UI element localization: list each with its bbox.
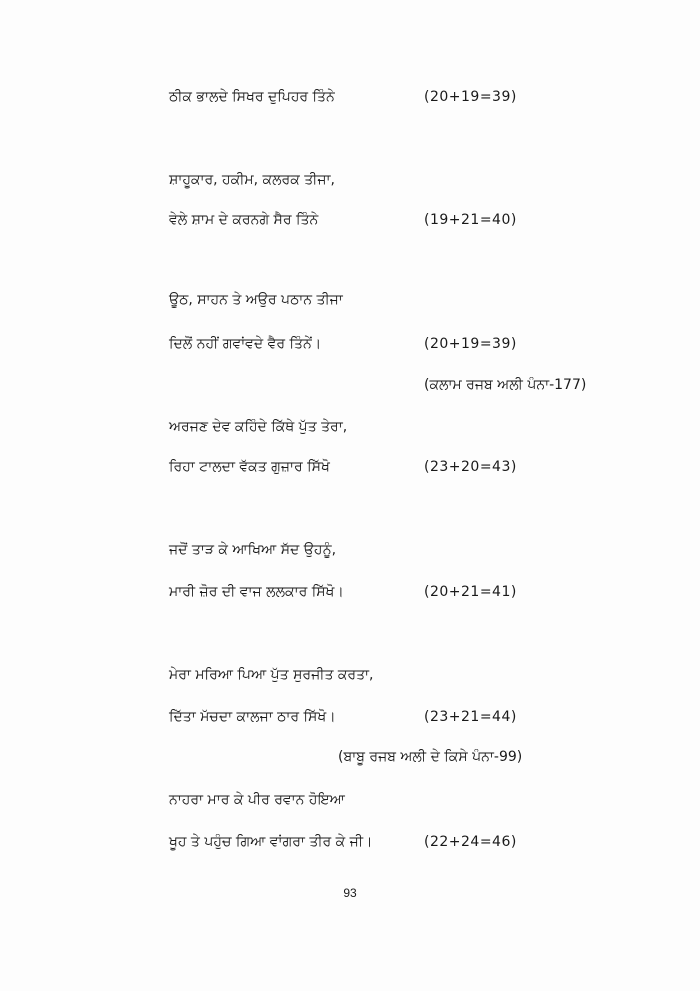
verse-line: ਨਾਹਰਾ ਮਾਰ ਕੇ ਪੀਰ ਰਵਾਨ ਹੋਇਆ <box>169 792 345 808</box>
syllable-count: (19+21=40) <box>424 212 517 228</box>
verse-line: ਊਠ, ਸਾਹਨ ਤੇ ਅਉਰ ਪਠਾਨ ਤੀਜਾ <box>169 292 343 308</box>
verse-line: ਦਿਲੋਂ ਨਹੀਂ ਗਵਾਂਵਦੇ ਵੈਰ ਤਿੰਨੇਂ। <box>169 336 322 352</box>
verse-line: ਖੂਹ ਤੇ ਪਹੁੰਚ ਗਿਆ ਵਾਂਗਰਾ ਤੀਰ ਕੇ ਜੀ। <box>169 834 373 850</box>
source-reference: (ਕਲਾਮ ਰਜਬ ਅਲੀ ਪੰਨਾ-177) <box>424 377 587 393</box>
verse-line: ਸ਼ਾਹੂਕਾਰ, ਹਕੀਮ, ਕਲਰਕ ਤੀਜਾ, <box>169 172 335 188</box>
syllable-count: (22+24=46) <box>424 834 517 850</box>
verse-line: ਅਰਜਣ ਦੇਵ ਕਹਿੰਦੇ ਕਿੱਥੇ ਪੁੱਤ ਤੇਰਾ, <box>169 419 348 435</box>
verse-line: ਦਿੱਤਾ ਮੱਚਦਾ ਕਾਲਜਾ ਠਾਰ ਸਿੱਖੋ। <box>169 709 336 725</box>
syllable-count: (23+21=44) <box>424 709 517 725</box>
syllable-count: (20+21=41) <box>424 584 517 600</box>
verse-line: ਮਾਰੀ ਜ਼ੋਰ ਦੀ ਵਾਜ ਲਲਕਾਰ ਸਿੱਖੋ। <box>169 584 344 600</box>
syllable-count: (20+19=39) <box>424 336 517 352</box>
syllable-count: (20+19=39) <box>424 89 517 105</box>
syllable-count: (23+20=43) <box>424 459 517 475</box>
verse-line: ਮੇਰਾ ਮਰਿਆ ਪਿਆ ਪੁੱਤ ਸੁਰਜੀਤ ਕਰਤਾ, <box>169 667 374 683</box>
verse-line: ਵੇਲੇ ਸ਼ਾਮ ਦੇ ਕਰਨਗੇ ਸੈਰ ਤਿੰਨੇ <box>169 212 319 228</box>
page-number: 93 <box>343 886 357 900</box>
verse-line: ਜਦੋਂ ਤਾੜ ਕੇ ਆਖਿਆ ਸੱਦ ਉਹਨੂੰ, <box>169 542 337 558</box>
source-reference: (ਬਾਬੂ ਰਜਬ ਅਲੀ ਦੇ ਕਿਸੇ ਪੰਨਾ-99) <box>338 749 523 765</box>
verse-line: ਠੀਕ ਭਾਲਦੇ ਸਿਖਰ ਦੁਪਿਹਰ ਤਿੰਨੇ <box>169 89 335 105</box>
verse-line: ਰਿਹਾ ਟਾਲਦਾ ਵੱਕਤ ਗੁਜ਼ਾਰ ਸਿੱਖੋ <box>169 459 330 475</box>
